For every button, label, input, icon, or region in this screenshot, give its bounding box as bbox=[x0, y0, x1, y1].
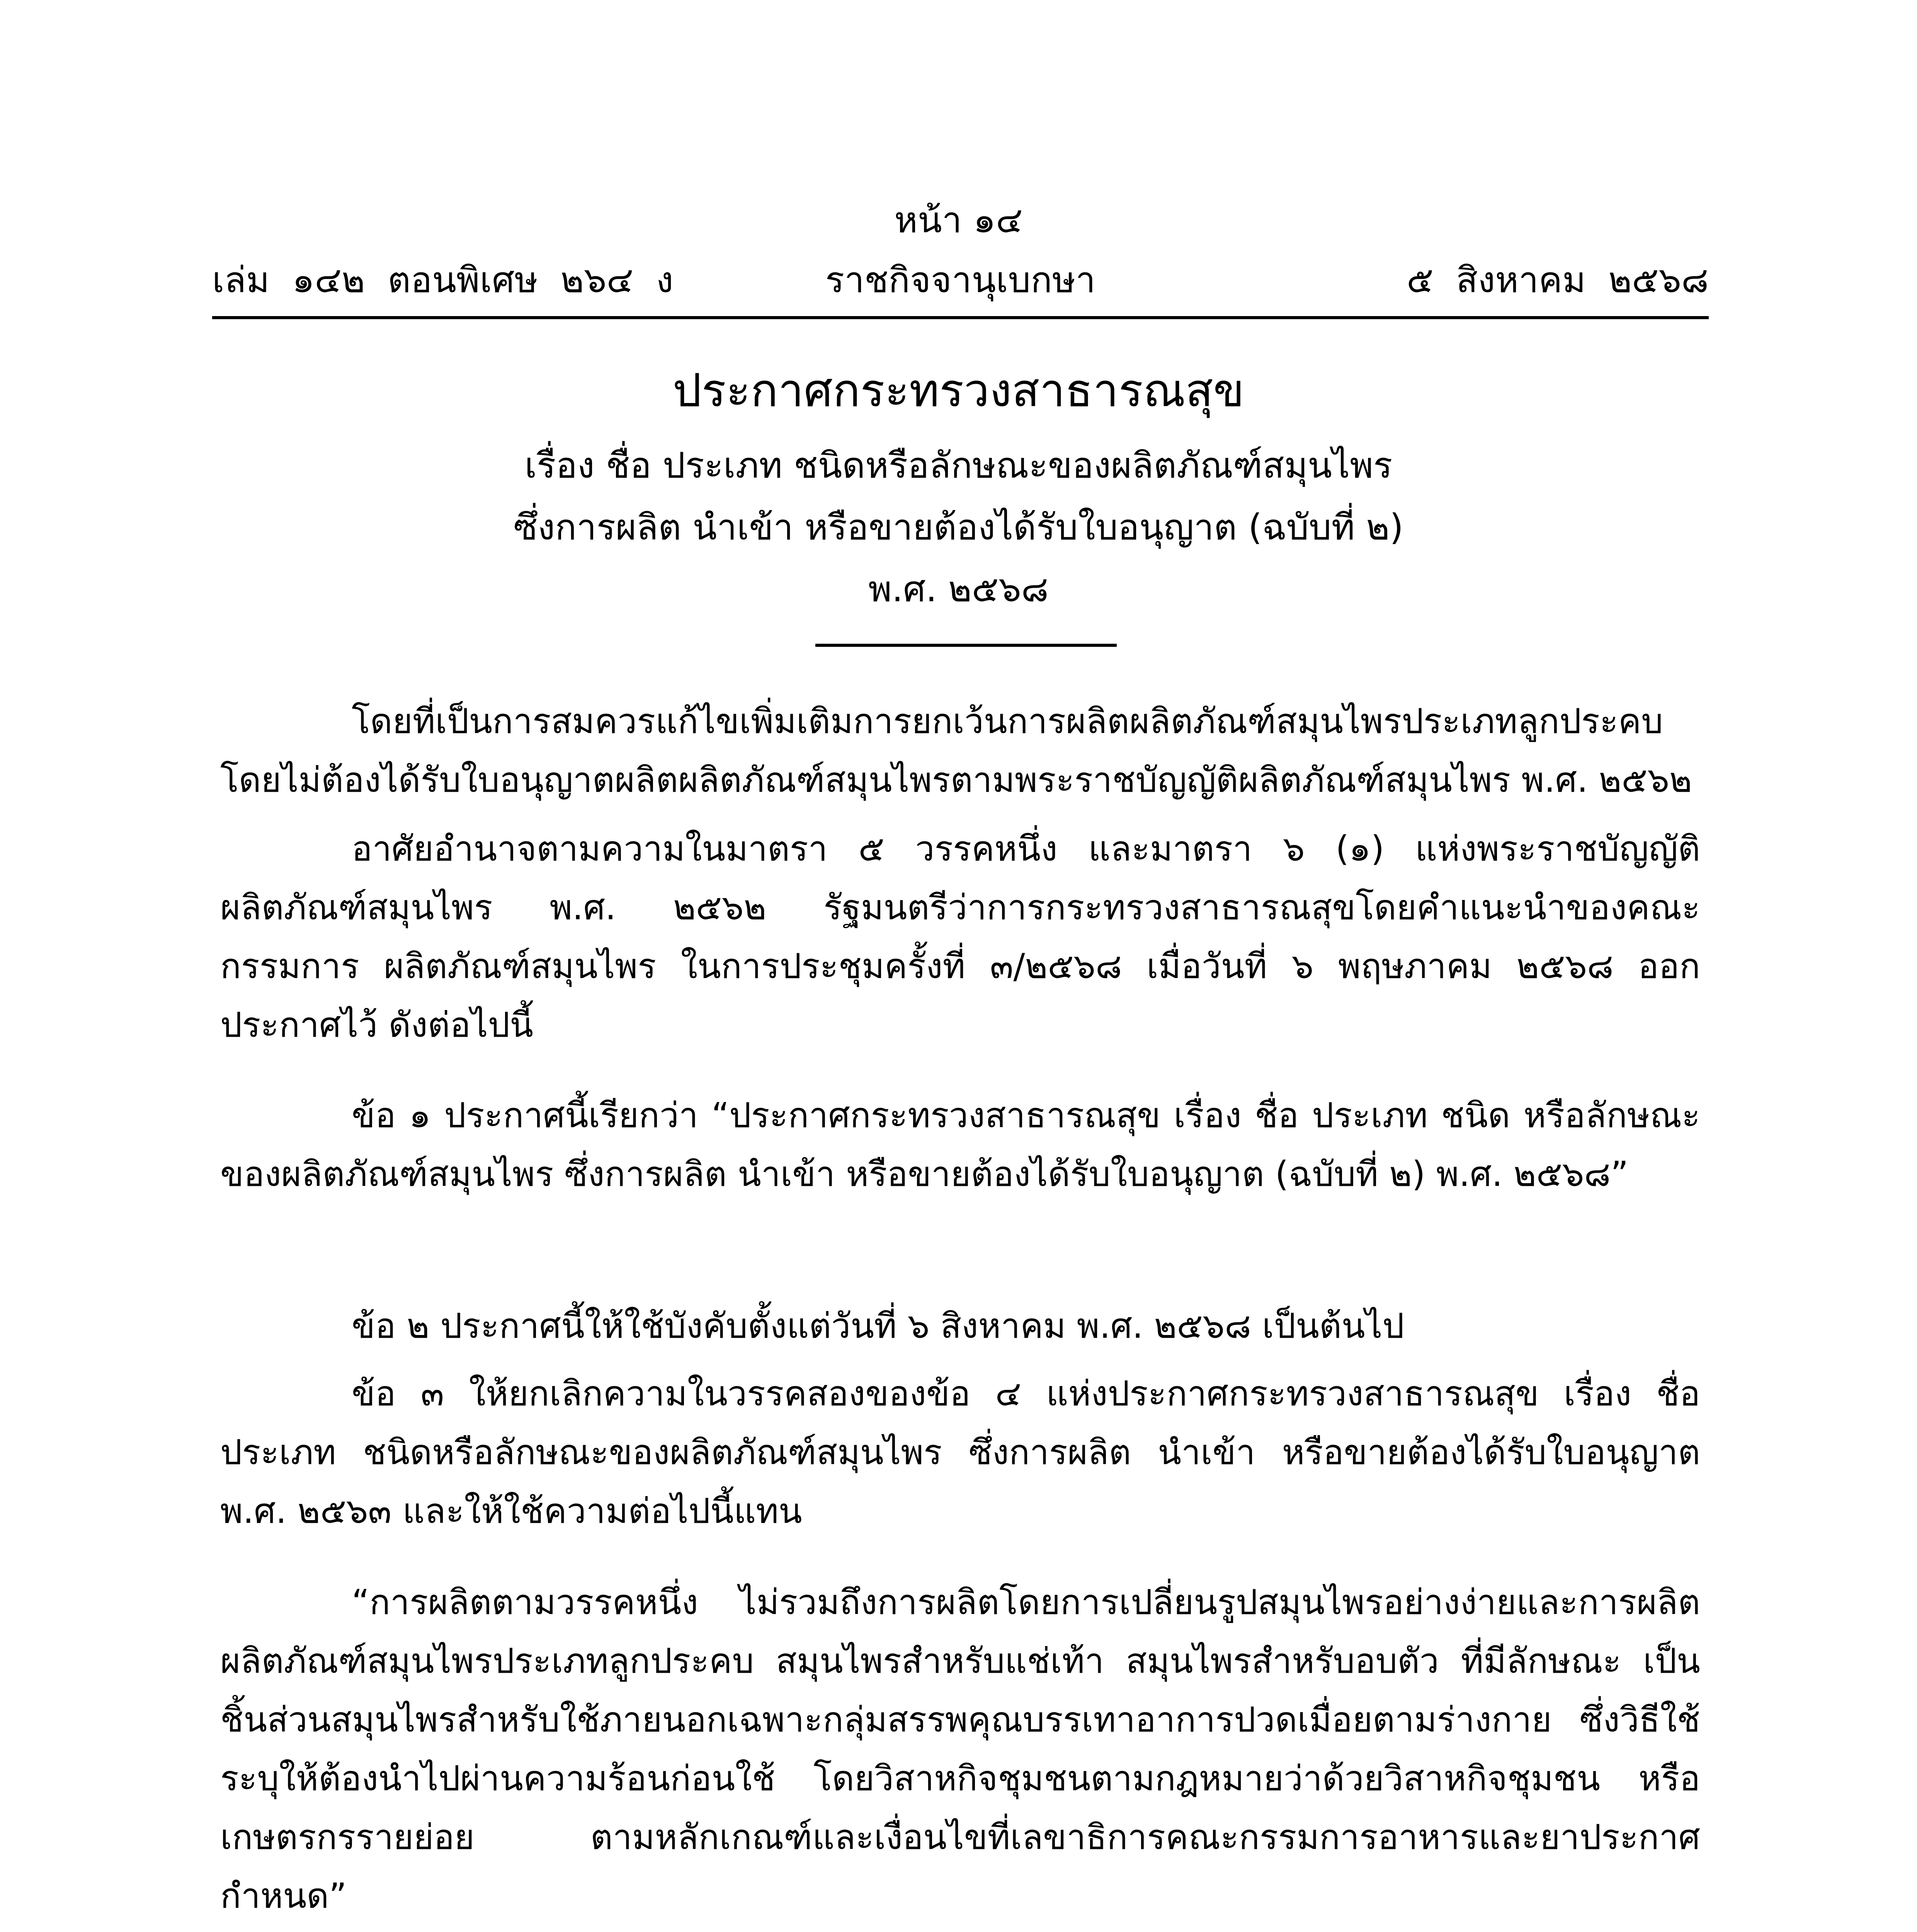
clause-3: ข้อ ๓ ให้ยกเลิกความในวรรคสองของข้อ ๔ แห่งประกาศกระทรวงสาธารณสุข เรื่อง ชื่อ ประเภท ชนิดหรือลักษณะของผลิตภัณฑ์สมุนไพร ซึ่งการผลิต นำเข้า หรือขายต้องได้รับใบอนุญาต พ.ศ. ๒๕๖๓ และให้ใช้ความต่อไปนี้แทน bbox=[220, 1373, 1700, 1531]
announcement-title: ประกาศกระทรวงสาธารณสุข bbox=[672, 364, 1245, 417]
issue-date: ๕ สิงหาคม ๒๕๖๘ bbox=[1407, 259, 1709, 301]
clause-1: ข้อ ๑ ประกาศนี้เรียกว่า “ประกาศกระทรวงสาธารณสุข เรื่อง ชื่อ ประเภท ชนิด หรือลักษณะของผลิตภัณฑ์สมุนไพร ซึ่งการผลิต นำเข้า หรือขายต้องได้รับใบอนุญาต (ฉบับที่ ๒) พ.ศ. ๒๕๖๘” bbox=[220, 1095, 1700, 1194]
header-divider bbox=[212, 316, 1709, 319]
page-number: หน้า ๑๔ bbox=[894, 199, 1023, 241]
preamble-paragraph: โดยที่เป็นการสมควรแก้ไขเพิ่มเติมการยกเว้นการผลิตผลิตภัณฑ์สมุนไพรประเภทลูกประคบ โดยไม่ต้องได้รับใบอนุญาตผลิตผลิตภัณฑ์สมุนไพรตามพระราชบัญญัติผลิตภัณฑ์สมุนไพร พ.ศ. ๒๕๖๒ bbox=[220, 701, 1692, 800]
volume-issue: เล่ม ๑๔๒ ตอนพิเศษ ๒๖๔ ง bbox=[212, 259, 674, 301]
authority-paragraph: อาศัยอำนาจตามความในมาตรา ๕ วรรคหนึ่ง และมาตรา ๖ (๑) แห่งพระราชบัญญัติ ผลิตภัณฑ์สมุนไพร พ.ศ. ๒๕๖๒ รัฐมนตรีว่าการกระทรวงสาธารณสุขโดยคำแนะนำของคณะกรรมการ ผลิตภัณฑ์สมุนไพร ในการประชุมครั้งที่ ๓/๒๕๖๘ เมื่อวันที่ ๖ พฤษภาคม ๒๕๖๘ ออกประกาศไว้ ดังต่อไปนี้ bbox=[220, 828, 1700, 1045]
clause-2: ข้อ ๒ ประกาศนี้ให้ใช้บังคับตั้งแต่วันที่ ๖ สิงหาคม พ.ศ. ๒๕๖๘ เป็นต้นไป bbox=[352, 1306, 1404, 1346]
gazette-header bbox=[212, 255, 1709, 305]
gazette-name: ราชกิจจานุเบกษา bbox=[825, 259, 1096, 301]
announcement-subject: เรื่อง ชื่อ ประเภท ชนิดหรือลักษณะของผลิตภัณฑ์สมุนไพร bbox=[524, 445, 1393, 486]
announcement-year: พ.ศ. ๒๕๖๘ bbox=[868, 568, 1049, 610]
replacement-text: “การผลิตตามวรรคหนึ่ง ไม่รวมถึงการผลิตโดยการเปลี่ยนรูปสมุนไพรอย่างง่ายและการผลิต ผลิตภัณฑ์สมุนไพรประเภทลูกประคบ สมุนไพรสำหรับแช่เท้า สมุนไพรสำหรับอบตัว ที่มีลักษณะ เป็นชิ้นส่วนสมุนไพรสำหรับใช้ภายนอกเฉพาะกลุ่มสรรพคุณบรรเทาอาการปวดเมื่อยตามร่างกาย ซึ่งวิธีใช้ระบุให้ต้องนำไปผ่านความร้อนก่อนใช้ โดยวิสาหกิจชุมชนตามกฎหมายว่าด้วยวิสาหกิจชุมชน หรือเกษตรกรรายย่อย ตามหลักเกณฑ์และเงื่อนไขที่เลขาธิการคณะกรรมการอาหารและยาประกาศกำหนด” bbox=[220, 1582, 1700, 1916]
announcement-subject-cont: ซึ่งการผลิต นำเข้า หรือขายต้องได้รับใบอนุญาต (ฉบับที่ ๒) bbox=[513, 507, 1403, 548]
title-divider bbox=[815, 644, 1117, 647]
